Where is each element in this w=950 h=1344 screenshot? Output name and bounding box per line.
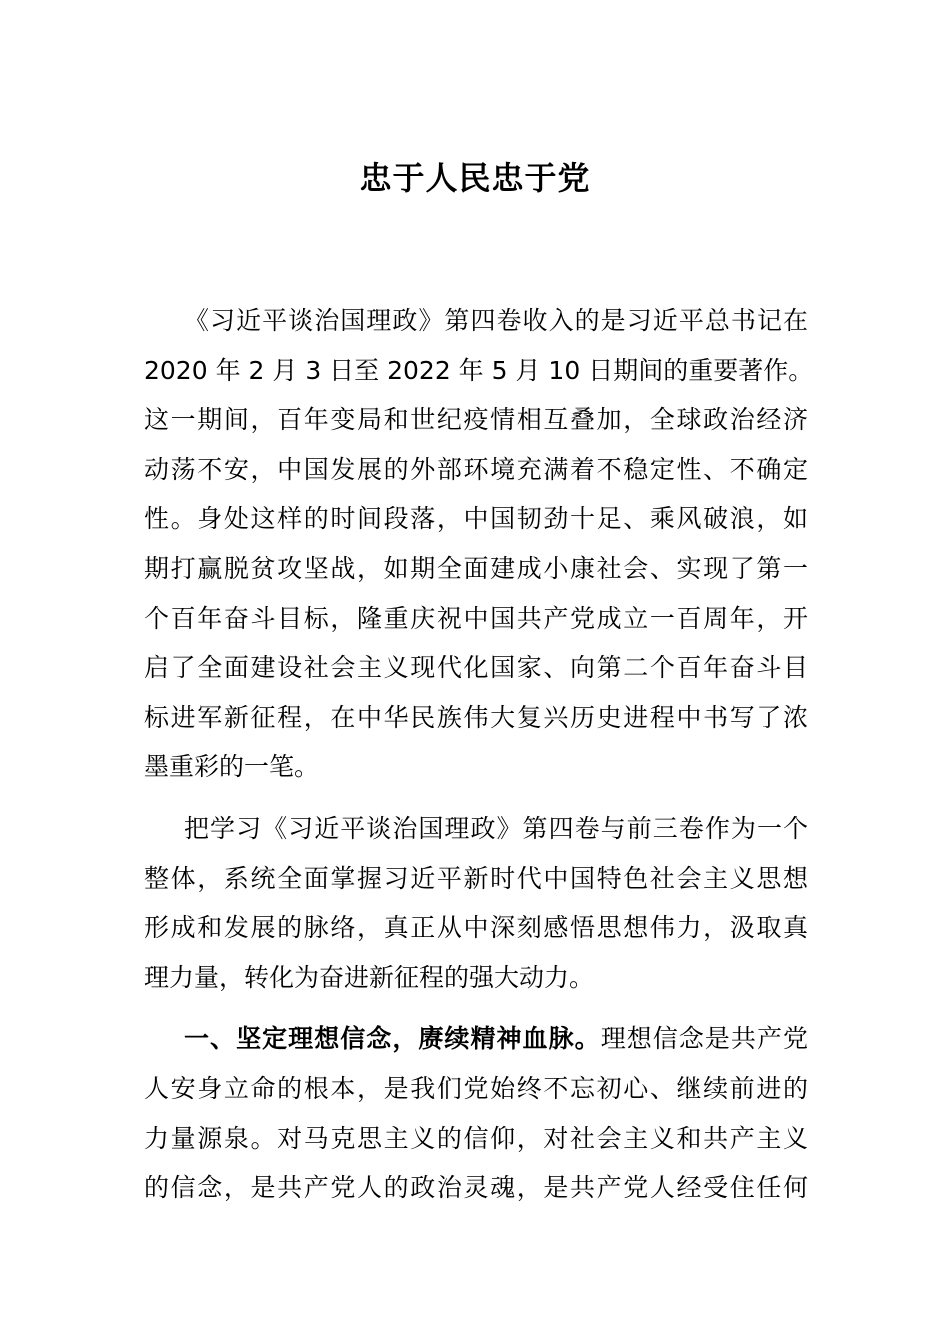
paragraph-line: 动荡不安，中国发展的外部环境充满着不稳定性、不确定 (144, 454, 808, 484)
paragraph-line: 理力量，转化为奋进新征程的强大动力。 (144, 962, 595, 992)
paragraph-line: 启了全面建设社会主义现代化国家、向第二个百年奋斗目 (144, 653, 808, 683)
paragraph-line: 标进军新征程，在中华民族伟大复兴历史进程中书写了浓 (144, 702, 808, 732)
paragraph-line: 2020 年 2 月 3 日至 2022 年 5 月 10 日期间的重要著作。 (144, 355, 814, 385)
paragraph-line: 《习近平谈治国理政》第四卷收入的是习近平总书记在 (184, 306, 808, 335)
paragraph-line: 形成和发展的脉络，真正从中深刻感悟思想伟力，汲取真 (144, 913, 808, 943)
document-body (144, 296, 814, 1213)
paragraph-1 (144, 296, 814, 792)
document-title: 忠于人民忠于党 (359, 159, 591, 197)
paragraph-line-rest: 理想信念是共产党 (600, 1024, 808, 1054)
paragraph-gap (144, 792, 808, 804)
paragraph-line: 力量源泉。对马克思主义的信仰，对社会主义和共产主义 (144, 1123, 808, 1153)
paragraph-line: 人安身立命的根本，是我们党始终不忘初心、继续前进的 (144, 1073, 808, 1103)
paragraph-gap (144, 1002, 808, 1014)
paragraph-first-line (144, 1014, 808, 1064)
paragraph-2 (144, 804, 808, 1002)
paragraph-line: 的信念，是共产党人的政治灵魂，是共产党人经受住任何 (144, 1173, 808, 1203)
paragraph-line: 整体，系统全面掌握习近平新时代中国特色社会主义思想 (144, 863, 808, 893)
paragraph-line: 墨重彩的一笔。 (144, 752, 320, 782)
paragraph-line: 个百年奋斗目标，隆重庆祝中国共产党成立一百周年，开 (144, 603, 808, 633)
paragraph-3 (144, 1014, 808, 1212)
paragraph-line: 期打赢脱贫攻坚战，如期全面建成小康社会、实现了第一 (144, 553, 808, 583)
paragraph-line: 把学习《习近平谈治国理政》第四卷与前三卷作为一个 (184, 813, 808, 843)
section-heading: 一、坚定理想信念，赓续精神血脉。 (184, 1024, 601, 1054)
paragraph-line: 这一期间，百年变局和世纪疫情相互叠加，全球政治经济 (144, 405, 808, 435)
paragraph-line: 性。身处这样的时间段落，中国韧劲十足、乘风破浪，如 (144, 504, 808, 534)
